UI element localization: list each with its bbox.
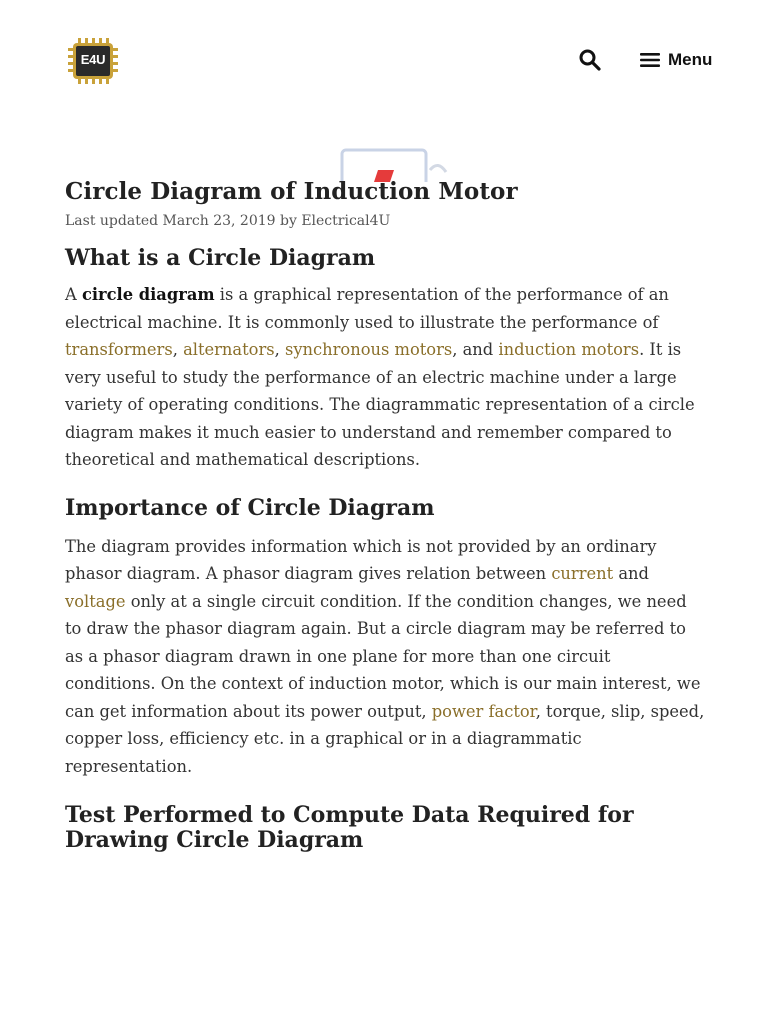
link-transformers[interactable]: transformers [65, 340, 173, 359]
link-power-factor[interactable]: power factor [431, 701, 536, 721]
link-current[interactable]: current [551, 564, 614, 583]
section-heading-test-performed: Test Performed to Compute Data Required for Drawing Circle Diagram [65, 802, 634, 853]
text: and [613, 564, 649, 583]
link-induction-motors[interactable]: induction motors [498, 340, 640, 359]
logo-text: E4U [80, 52, 106, 67]
section-heading-what-is: What is a Circle Diagram [65, 245, 376, 271]
section-heading-importance: Importance of Circle Diagram [65, 494, 435, 521]
text: , torque, slip, speed, copper loss, efficiency etc. in a graphical or in a diagrammatic representation. [65, 701, 705, 776]
page-title: Circle Diagram of Induction Motor [65, 178, 518, 205]
text: , [172, 340, 184, 359]
text: A [65, 285, 82, 304]
link-synchronous-motors[interactable]: synchronous motors [284, 340, 453, 359]
text: , [274, 340, 285, 359]
search-icon [578, 48, 602, 72]
site-logo[interactable] [68, 38, 118, 84]
text: is a graphical representation of the performance of an electrical machine. It is commonly used to illustrate the performance of [65, 285, 669, 332]
post-meta [65, 210, 705, 232]
text: only at a single circuit condition. If the condition changes, we need to draw the phasor diagram again. But a circle diagram may be referred to as a phasor diagram drawn in one plane for more than one circuit conditions. On the context of induction motor, which is our main interest, we can get information about its power output, [65, 591, 701, 721]
post-author[interactable]: Electrical4U [301, 213, 391, 229]
paragraph-what-is [65, 281, 705, 474]
link-voltage[interactable]: voltage [65, 591, 126, 611]
link-alternators[interactable]: alternators [183, 340, 275, 359]
term-circle-diagram: circle diagram [81, 285, 215, 304]
meta-prefix: Last updated [65, 213, 163, 229]
menu-label: Menu [668, 50, 713, 69]
post-date[interactable]: March 23, 2019 [162, 213, 276, 229]
menu-button[interactable] [640, 46, 712, 74]
text: . It is very useful to study the performance of an electric machine under a large variety of operating conditions. The diagrammatic representation of a circle diagram makes it much easier to understand and remember compared to theoretical and mathematical descriptions. [65, 340, 695, 469]
paragraph-importance [65, 533, 705, 781]
text: The diagram provides information which is not provided by an ordinary phasor diagram. A phasor diagram gives relation between [65, 536, 657, 583]
text: , and [452, 340, 499, 359]
site-header [0, 0, 768, 120]
meta-by: by [275, 213, 302, 229]
search-button[interactable] [578, 48, 602, 72]
hamburger-icon [640, 52, 660, 68]
article-content [65, 176, 705, 853]
